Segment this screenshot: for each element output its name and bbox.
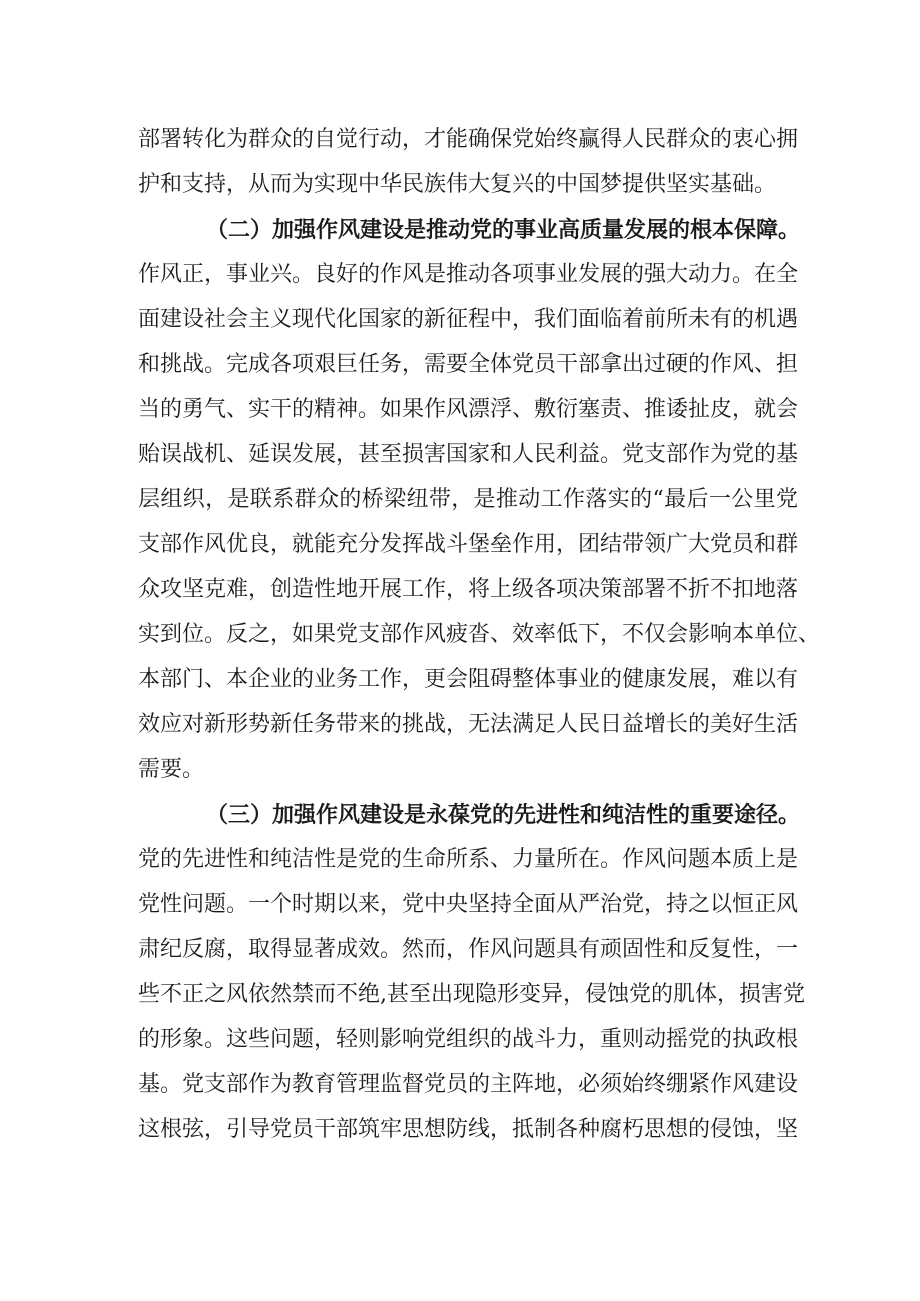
body-text-line: 面建设社会主义现代化国家的新征程中，我们面临着前所未有的机遇	[138, 307, 799, 332]
section-heading: （三）加强作风建设是永葆党的先进性和纯洁性的重要途径。	[206, 802, 801, 828]
body-text-line: 护和支持，从而为实现中华民族伟大复兴的中国梦提供坚实基础。	[138, 172, 777, 197]
body-text-line: 和挑战。完成各项艰巨任务，需要全体党员干部拿出过硬的作风、担	[138, 352, 799, 377]
body-text-line: 部署转化为群众的自觉行动，才能确保党始终赢得人民群众的衷心拥	[138, 127, 799, 152]
body-text-line: 些不正之风依然禁而不绝,甚至出现隐形变异，侵蚀党的肌体，损害党	[138, 982, 805, 1007]
body-text-line: 基。党支部作为教育管理监督党员的主阵地，必须始终绷紧作风建设	[138, 1072, 799, 1097]
body-text-line: 党性问题。一个时期以来，党中央坚持全面从严治党，持之以恒正风	[138, 892, 799, 917]
body-text-line: 贻误战机、延误发展，甚至损害国家和人民利益。党支部作为党的基	[138, 442, 799, 467]
body-text-line: 作风正，事业兴。良好的作风是推动各项事业发展的强大动力。在全	[138, 262, 799, 287]
body-text-line: 当的勇气、实干的精神。如果作风漂浮、敷衍塞责、推诿扯皮，就会	[138, 397, 799, 422]
body-text-line: 需要。	[138, 757, 205, 782]
body-text-line: 支部作风优良，就能充分发挥战斗堡垒作用，团结带领广大党员和群	[138, 532, 799, 557]
body-text-line: 这根弦，引导党员干部筑牢思想防线，抵制各种腐朽思想的侵蚀，坚	[138, 1117, 799, 1142]
body-text-line: 的形象。这些问题，轻则影响党组织的战斗力，重则动摇党的执政根	[138, 1027, 799, 1052]
body-text-line: 层组织，是联系群众的桥梁纽带，是推动工作落实的“最后一公里党	[138, 487, 798, 512]
body-text-line: 党的先进性和纯洁性是党的生命所系、力量所在。作风问题本质上是	[138, 847, 799, 872]
body-text-line: 效应对新形势新任务带来的挑战，无法满足人民日益增长的美好生活	[138, 712, 799, 737]
section-heading: （二）加强作风建设是推动党的事业高质量发展的根本保障。	[206, 217, 801, 243]
body-text-line: 本部门、本企业的业务工作，更会阻碍整体事业的健康发展，难以有	[138, 667, 799, 692]
body-text-line: 众攻坚克难，创造性地开展工作，将上级各项决策部署不折不扣地落	[138, 577, 799, 602]
body-text-line: 实到位。反之，如果党支部作风疲沓、效率低下，不仅会影响本单位、	[138, 622, 821, 647]
body-text-line: 肃纪反腐，取得显著成效。然而，作风问题具有顽固性和反复性，一	[138, 937, 799, 962]
